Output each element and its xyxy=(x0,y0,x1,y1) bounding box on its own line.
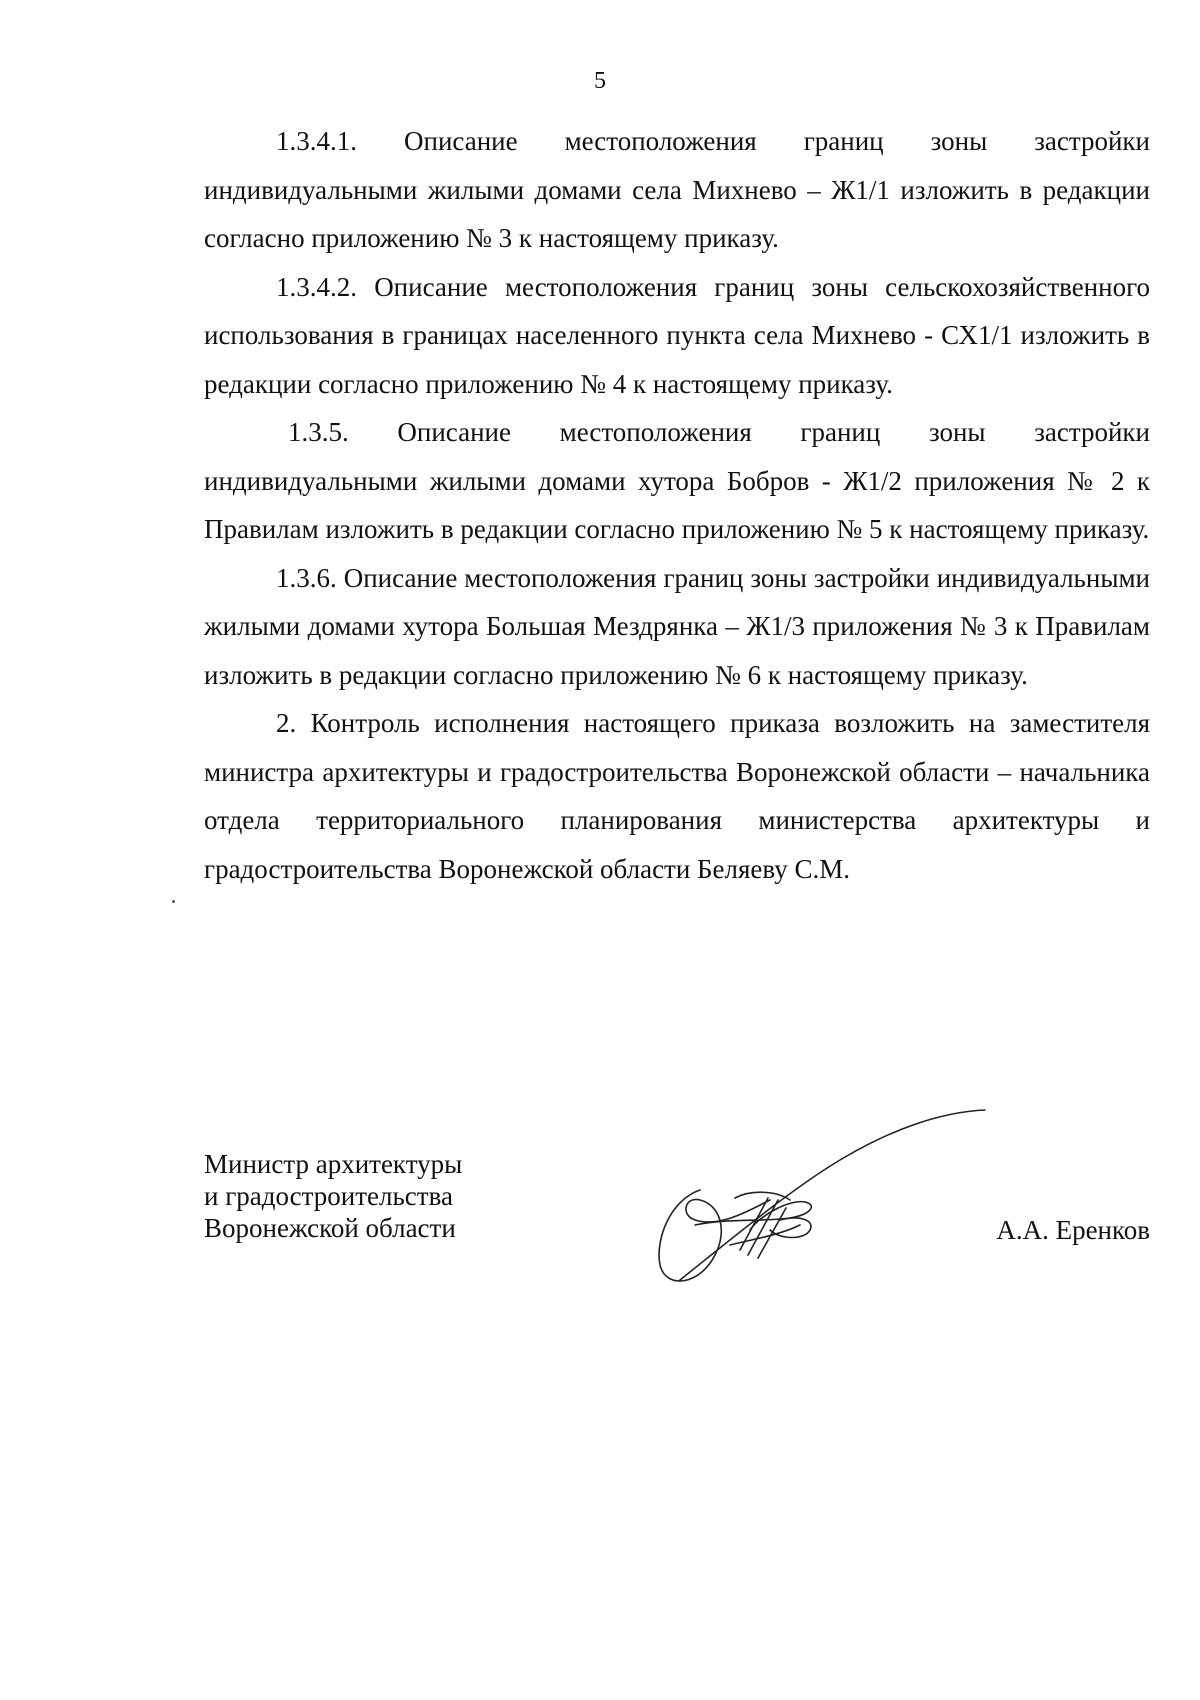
paragraph-1-3-6: 1.3.6. Описание местоположения границ зоны застройки индивидуальными жилыми домами хутора Большая Мездрянка – Ж1/3 приложения № 3 к Правилам изложить в редакции согласно приложению № 6 к настоящему приказу. xyxy=(204,562,1150,690)
paragraph-2-control: 2. Контроль исполнения настоящего приказа возложить на заместителя министра архитектуры и градостроительства Воронежской области – начальника отдела территориального планирования министерства архитектуры и градостроительства Воронежской области Беляеву С.М. xyxy=(204,708,1150,884)
signer-name: А.А. Еренков xyxy=(996,1215,1150,1245)
position-line-2: и градостроительства xyxy=(204,1181,453,1211)
paragraph-1-3-4-1: 1.3.4.1. Описание местоположения границ зоны застройки индивидуальными жилыми домами села Михнево – Ж1/1 изложить в редакции согласно приложению № 3 к настоящему приказу. xyxy=(204,126,1150,253)
handwritten-signature xyxy=(640,1090,1010,1310)
paragraph-1-3-5: 1.3.5. Описание местоположения границ зоны застройки индивидуальными жилыми домами хутора Бобров - Ж1/2 приложения № 2 к Правилам изложить в редакции согласно приложению № 5 к настоящему приказу. xyxy=(204,417,1150,544)
signatory-position xyxy=(204,1148,462,1244)
page-number: 5 xyxy=(594,68,606,94)
paragraph-1-3-4-2: 1.3.4.2. Описание местоположения границ зоны сельскохозяйственного использования в границах населенного пункта села Михнево - СХ1/1 изложить в редакции согласно приложению № 4 к настоящему приказу. xyxy=(204,271,1150,399)
position-line-1: Министр архитектуры xyxy=(204,1149,463,1179)
position-line-3: Воронежской области xyxy=(204,1213,456,1243)
document-body xyxy=(204,117,1150,893)
scan-speck xyxy=(172,900,175,903)
